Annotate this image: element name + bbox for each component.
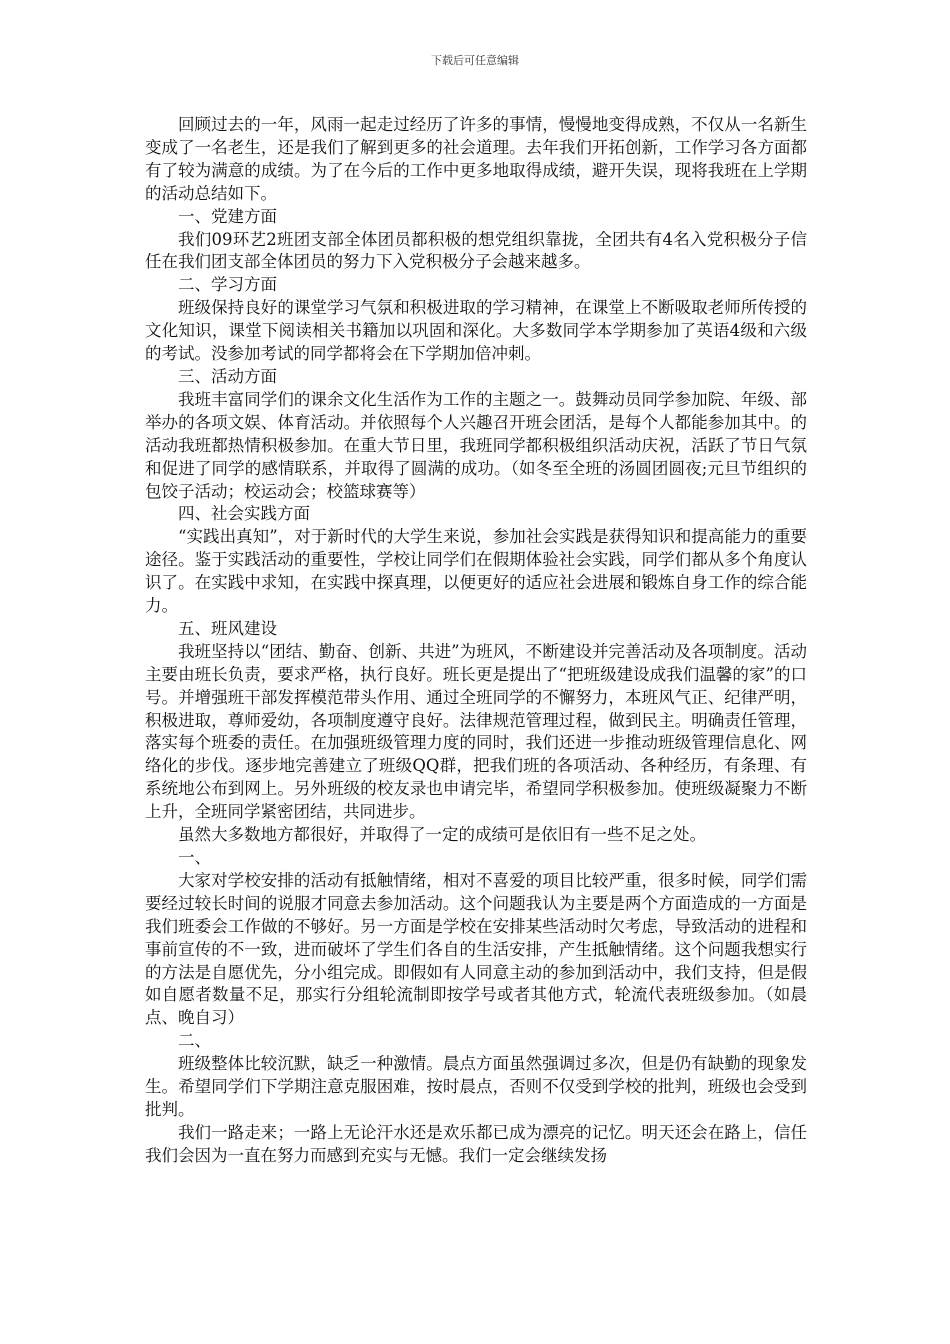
section-heading: 二、学习方面 xyxy=(178,275,277,295)
body-paragraph: 我们09环艺2班团支部全体团员都积极的想党组织靠拢，全团共有4名入党积极分子信任在我们团支部全体团员的努力下入党积极分子会越来越多。 xyxy=(145,229,807,272)
section-heading: 一、 xyxy=(178,848,211,867)
body-paragraph: 班级保持良好的课堂学习气氛和积极进取的学习精神，在课堂上不断吸取老师所传授的文化知识，课堂下阅读相关书籍加以巩固和深化。大多数同学本学期参加了英语4级和六级的考试。没参加考试的同学都将会在下学期加倍冲刺。 xyxy=(145,298,807,364)
section-heading: 一、党建方面 xyxy=(178,206,277,226)
section-heading: 三、活动方面 xyxy=(178,366,277,386)
body-paragraph: 大家对学校安排的活动有抵触情绪，相对不喜爱的项目比较严重，很多时候，同学们需要经过较长时间的说服才同意去参加活动。这个问题我认为主要是两个方面造成的一方面是我们班委会工作做的不够好。另一方面是学校在安排某些活动时欠考虑，导致活动的进程和事前宣传的不一致，进而破坏了学生们各自的生活安排，产生抵触情绪。这个问题我想实行的方法是自愿优先，分小组完成。即假如有人同意主动的参加到活动中，我们支持，但是假如自愿者数量不足，那实行分组轮流制即按学号或者其他方式，轮流代表班级参加。（如晨点、晚自习） xyxy=(145,870,807,1028)
document-body xyxy=(145,114,807,1168)
body-paragraph: 我班丰富同学们的课余文化生活作为工作的主题之一。鼓舞动员同学参加院、年级、部举办的各项文娱、体育活动。并依照每个人兴趣召开班会团活，是每个人都能参加其中。的活动我班都热情积极参加。在重大节日里，我班同学都积极组织活动庆祝，活跃了节日气氛和促进了同学的感情联系，并取得了圆满的成功。（如冬至全班的汤圆团圆夜;元旦节组织的包饺子活动；校运动会；校篮球赛等） xyxy=(145,389,807,501)
section-heading: 五、班风建设 xyxy=(178,618,277,638)
closing-paragraph: 我们一路走来；一路上无论汗水还是欢乐都已成为漂亮的记忆。明天还会在路上，信任我们会因为一直在努力而感到充实与无憾。我们一定会继续发扬 xyxy=(145,1122,807,1165)
body-paragraph: 班级整体比较沉默，缺乏一种激情。晨点方面虽然强调过多次，但是仍有缺勤的现象发生。希望同学们下学期注意克服困难，按时晨点，否则不仅受到学校的批判，班级也会受到批判。 xyxy=(145,1054,807,1119)
section-heading: 二、 xyxy=(178,1031,211,1051)
section-heading: 四、社会实践方面 xyxy=(178,504,310,524)
intro-paragraph: 回顾过去的一年，风雨一起走过经历了许多的事情，慢慢地变得成熟，不仅从一名新生变成了一名老生，还是我们了解到更多的社会道理。去年我们开拓创新，工作学习各方面都有了较为满意的成绩。为了在今后的工作中更多地取得成绩，避开失误，现将我班在上学期的活动总结如下。 xyxy=(145,115,807,203)
body-paragraph: 我班坚持以“团结、勤奋、创新、共进”为班风，不断建设并完善活动及各项制度。活动主要由班长负责，要求严格，执行良好。班长更是提出了“把班级建设成我们温馨的家”的口号。并增强班干部发挥模范带头作用、通过全班同学的不懈努力，本班风气正、纪律严明，积极进取，尊师爱幼，各项制度遵守良好。法律规范管理过程，做到民主。明确责任管理，落实每个班委的责任。在加强班级管理力度的同时，我们还进一步推动班级管理信息化、网络化的步伐。逐步地完善建立了班级QQ群，把我们班的各项活动、各种经历，有条理、有系统地公布到网上。另外班级的校友录也申请完毕，希望同学积极参加。使班级凝聚力不断上升，全班同学紧密团结，共同进步。 xyxy=(145,641,807,822)
body-paragraph: 虽然大多数地方都很好，并取得了一定的成绩可是依旧有一些不足之处。 xyxy=(178,825,706,845)
body-paragraph: “实践出真知”，对于新时代的大学生来说，参加社会实践是获得知识和提高能力的重要途径。鉴于实践活动的重要性，学校让同学们在假期体验社会实践，同学们都从多个角度认识了。在实践中求知，在实践中探真理，以便更好的适应社会进展和锻炼自身工作的综合能力。 xyxy=(145,527,807,616)
page-header: 下载后可任意编辑 xyxy=(431,54,519,67)
